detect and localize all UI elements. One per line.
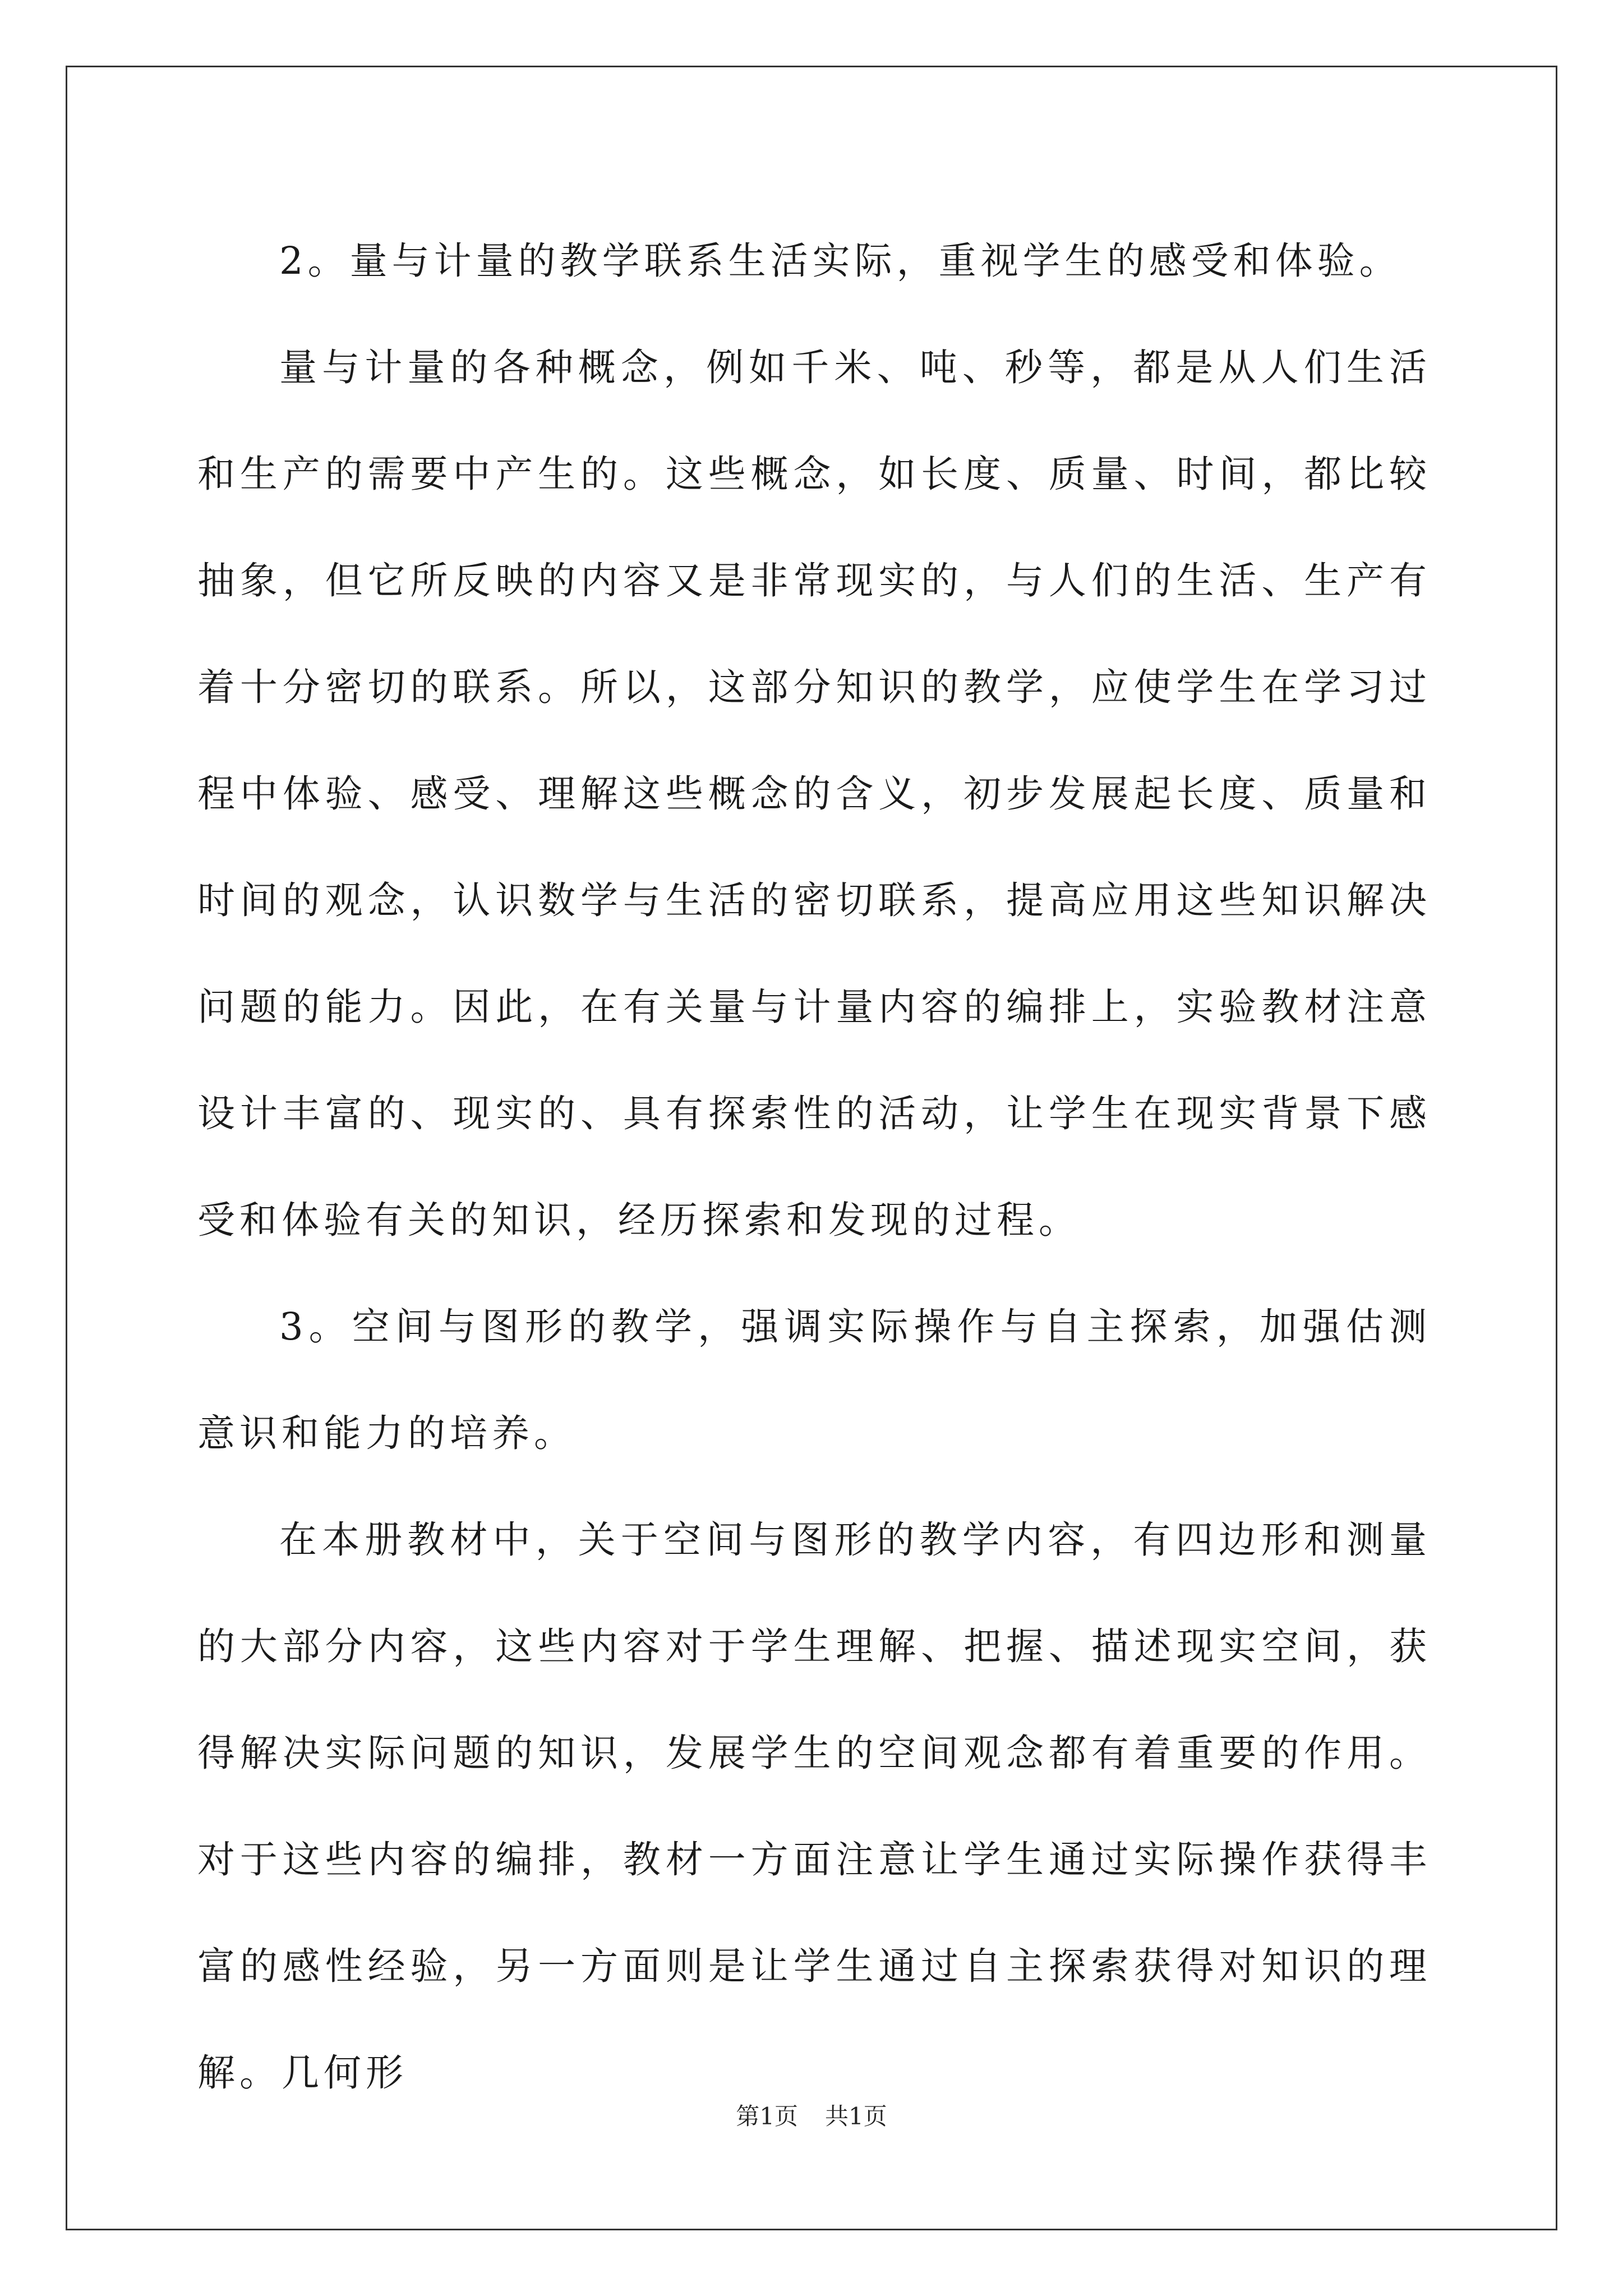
paragraph-3: 3。空间与图形的教学，强调实际操作与自主探索，加强估测意识和能力的培养。 <box>197 1305 1431 1455</box>
paragraph-2: 量与计量的各种概念，例如千米、吨、秒等，都是从人们生活和生产的需要中产生的。这些概念，如长度、质量、时间，都比较抽象，但它所反映的内容又是非常现实的，与人们的生活、生产有着十分密切的联系。所以，这部分知识的教学，应使学生在学习过程中体验、感受、理解这些概念的含义，初步发展起长度、质量和时间的观念，认识数学与生活的密切联系，提高应用这些知识解决问题的能力。因此，在有关量与计量内容的编排上，实验教材注意设计丰富的、现实的、具有探索性的活动，让学生在现实背景下感受和体验有关的知识，经历探索和发现的过程。 <box>197 346 1431 1242</box>
page-number: 第1页 <box>736 2102 798 2130</box>
document-body <box>197 208 1431 2126</box>
paragraph-1: 2。量与计量的教学联系生活实际，重视学生的感受和体验。 <box>279 239 1401 283</box>
page-footer <box>0 2101 1623 2132</box>
page-total: 共1页 <box>825 2102 887 2130</box>
paragraph-4: 在本册教材中，关于空间与图形的教学内容，有四边形和测量的大部分内容，这些内容对于学生理解、把握、描述现实空间，获得解决实际问题的知识，发展学生的空间观念都有着重要的作用。对于这些内容的编排，教材一方面注意让学生通过实际操作获得丰富的感性经验，另一方面则是让学生通过自主探索获得对知识的理解。几何形 <box>197 1518 1431 2095</box>
